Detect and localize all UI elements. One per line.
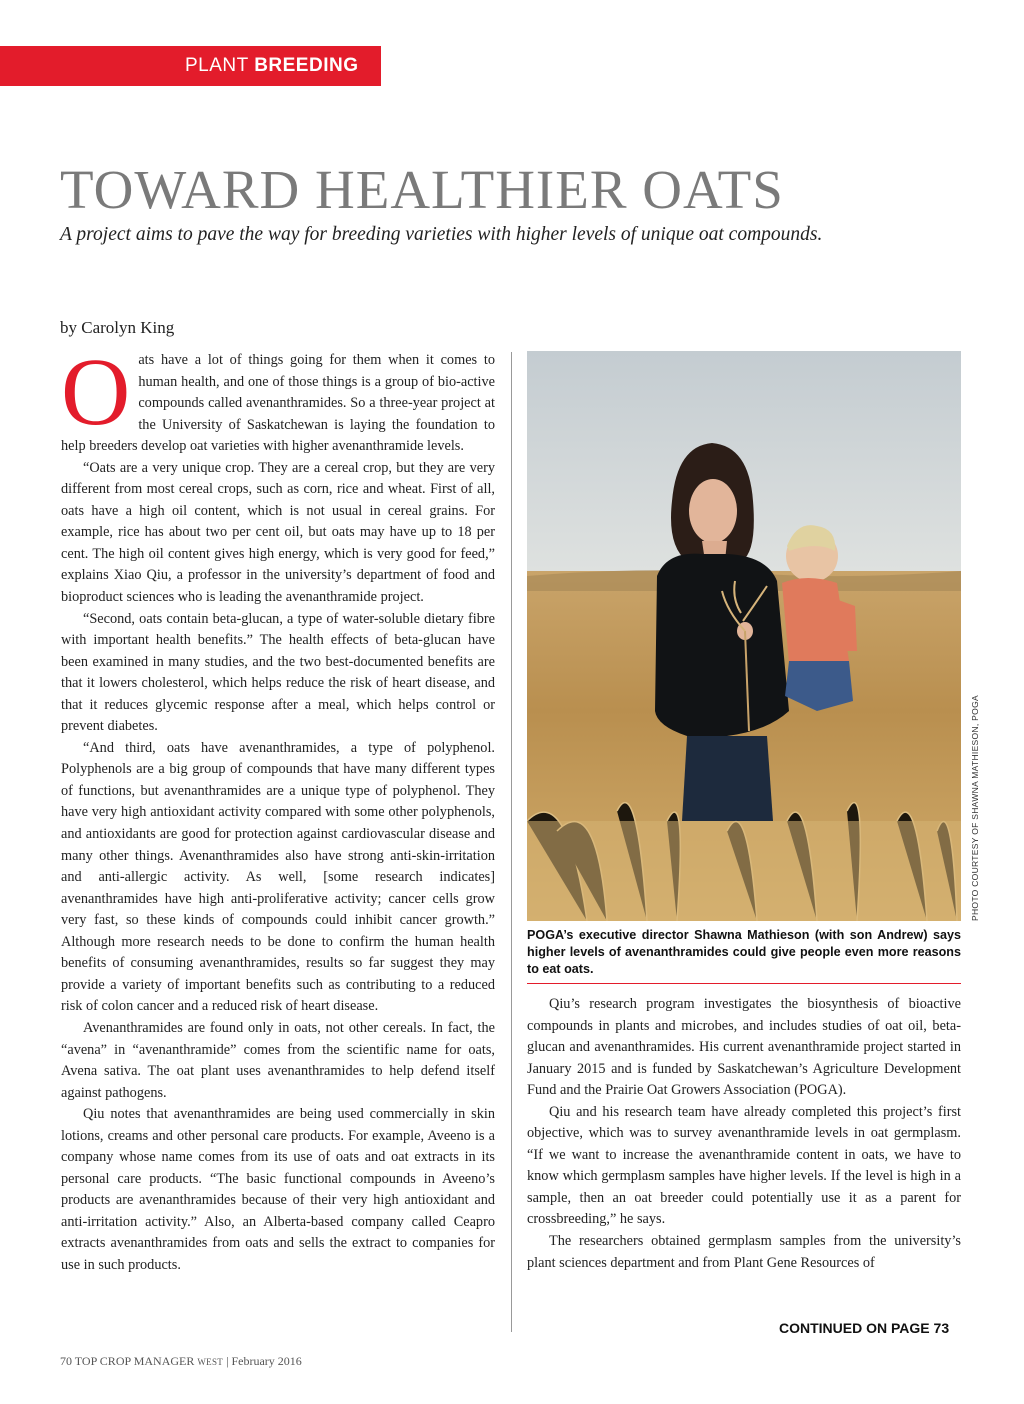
photo-credit: PHOTO COURTESY OF SHAWNA MATHIESON, POGA xyxy=(970,695,980,921)
paragraph: “Oats are a very unique crop. They are a cereal crop, but they are very different from most cereal crops, such as corn, rice and wheat. First of all, oats have a high oil content, which is not usual in cereal grains. For example, rice has about two per cent oil, but oats may have up to 18 per cent. The high oil content gives high energy, which is very good for feed,” explains Xiao Qiu, a professor in the university’s department of food and bioproduct sciences who is leading the avenanthramide project. xyxy=(61,459,495,606)
footer-separator: | xyxy=(226,1354,229,1368)
article-title: TOWARD HEALTHIER OATS xyxy=(60,159,784,220)
article-deck: A project aims to pave the way for breeding varieties with higher levels of unique oat compounds. xyxy=(60,224,823,245)
byline: by Carolyn King xyxy=(60,318,175,337)
caption-rule xyxy=(527,983,961,984)
paragraph: Qiu’s research program investigates the biosynthesis of bioactive compounds in plants and microbes, and includes studies of oat oil, beta-glucan and avenanthramides. His current avenanthramide project started in January 2015 and is funded by Saskatchewan’s Agriculture Development Fund and the Prairie Oat Growers Association (POGA). xyxy=(527,996,961,1099)
section-prefix: PLANT xyxy=(185,55,249,76)
left-column xyxy=(61,338,495,1277)
drop-cap: O xyxy=(61,338,131,445)
issue-date: February 2016 xyxy=(231,1354,302,1368)
photo-illustration xyxy=(527,351,961,921)
photo-caption: POGA’s executive director Shawna Mathieson (with son Andrew) says higher levels of avenanthramides could give people even more reasons to eat oats. xyxy=(527,928,961,976)
continued-link[interactable]: CONTINUED ON PAGE 73 xyxy=(779,1320,950,1336)
article-photo xyxy=(527,351,961,921)
paragraph: Avenanthramides are found only in oats, not other cereals. In fact, the “avena” in “avenanthramide” comes from the scientific name for oats, Avena sativa. The oat plant uses avenanthramides to help defend itself against pathogens. xyxy=(61,1019,495,1101)
magazine-name: TOP CROP MANAGER xyxy=(74,1354,195,1368)
page-number: 70 xyxy=(60,1354,72,1368)
paragraph: ats have a lot of things going for them when it comes to human health, and one of those things is a group of bio-active compounds called avenanthramides. So a three-year project at the University of Saskatchewan is laying the foundation to help breeders develop oat varieties with higher avenanthramide levels. xyxy=(61,352,495,455)
paragraph: Qiu and his research team have already completed this project’s first objective, which was to survey avenanthramide levels in oat germplasm. “If we want to increase the avenanthramide content in oats, we have to know which germplasm samples have higher levels. If the level is high in a sample, then an oat breeder could potentially use it as a parent for crossbreeding,” he says. xyxy=(527,1103,961,1228)
right-column xyxy=(527,994,961,1274)
paragraph: “And third, oats have avenanthramides, a type of polyphenol. Polyphenols are a big group of compounds that have many different types of functions, but avenanthramides are a unique type of polyphenol. They have very high antioxidant activity compared with some other polyphenols, and antioxidants are good for protection against cardiovascular disease and many other things. Avenanthramides also have strong anti-skin-irritation and anti-allergic activity. As well, [some research indicates] avenanthramides have high anti-proliferative activity; cancer cells grow very fast, so these kinds of compounds could inhibit cancer growth.” Although more research needs to be done to confirm the human health benefits of consuming avenanthramides, results so far suggest they may provide a variety of important benefits such as contributing to a reduced risk of colon cancer and a reduced risk of heart disease. xyxy=(61,739,495,1015)
column-divider xyxy=(511,352,512,1332)
magazine-edition: WEST xyxy=(197,1357,224,1367)
section-bold: BREEDING xyxy=(254,55,359,76)
section-label xyxy=(185,55,358,77)
section-banner xyxy=(0,46,381,86)
paragraph: “Second, oats contain beta-glucan, a type of water-soluble dietary fibre with important health benefits.” The health effects of beta-glucan have been examined in many studies, and the two best-documented benefits are that it lowers cholesterol, which helps reduce the risk of heart disease, and that it reduces glycemic response after a meal, which helps control or prevent diabetes. xyxy=(61,610,495,735)
paragraph: The researchers obtained germplasm samples from the university’s plant sciences department and from Plant Gene Resources of xyxy=(527,1233,961,1271)
paragraph: Qiu notes that avenanthramides are being used commercially in skin lotions, creams and other personal care products. For example, Aveeno is a company whose name comes from its use of oats and oat extracts in its personal care products. “The basic functional compounds in Aveeno’s products are avenanthramides because of their very high antioxidant and anti-irritation activity.” Also, an Alberta-based company called Ceapro extracts avenanthramides from oats and sells the extract to companies for use in such products. xyxy=(61,1106,495,1273)
page-footer xyxy=(60,1354,302,1369)
